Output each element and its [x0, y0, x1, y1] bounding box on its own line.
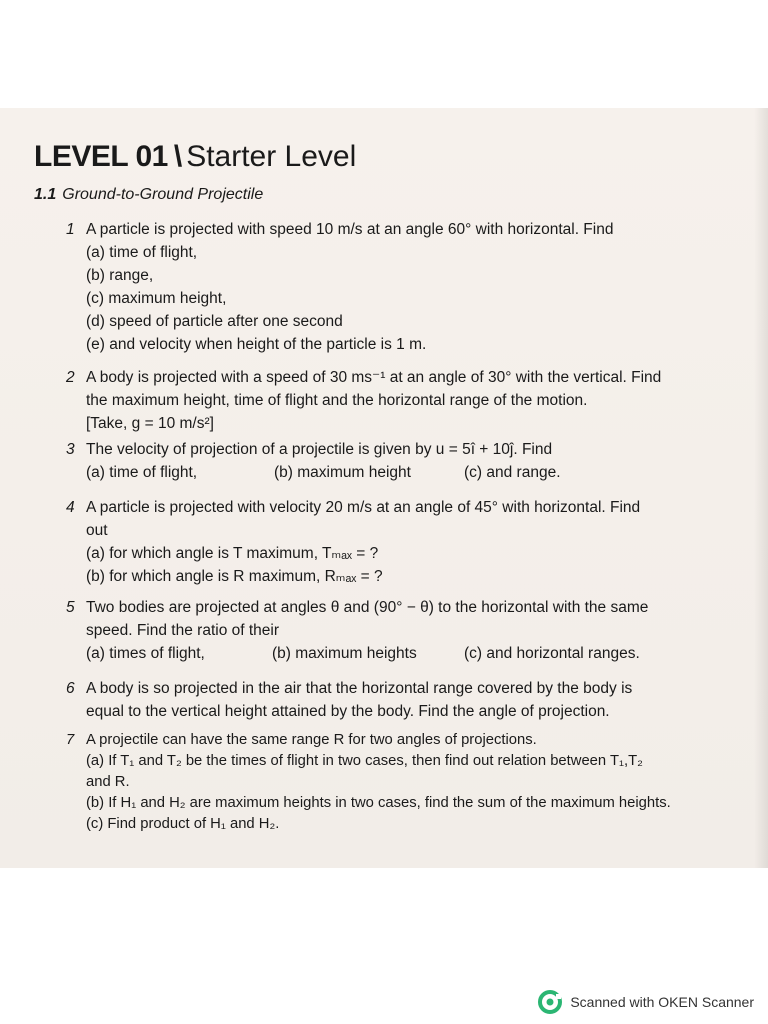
- question-3: [66, 438, 561, 484]
- section-title: Ground-to-Ground Projectile: [62, 186, 264, 203]
- question-number: 4: [66, 499, 75, 516]
- question-1: [66, 218, 614, 356]
- question-options: [86, 461, 561, 484]
- question-option: (a) time of flight,: [86, 464, 198, 481]
- question-text: speed. Find the ratio of their: [86, 622, 280, 639]
- question-text: A particle is projected with speed 10 m/s at an angle 60° with horizontal. Find: [86, 221, 614, 238]
- question-number: 1: [66, 221, 75, 238]
- level-separator: \: [173, 140, 183, 173]
- question-6: [66, 677, 633, 723]
- question-option: (a) times of flight,: [86, 645, 205, 662]
- question-text: the maximum height, time of flight and the horizontal range of the motion.: [86, 392, 588, 409]
- scanner-label: Scanned with OKEN Scanner: [570, 994, 754, 1010]
- section-number: 1.1: [34, 186, 57, 203]
- question-text: out: [86, 522, 108, 539]
- question-part: and R.: [86, 774, 130, 790]
- question-7: [66, 730, 671, 835]
- question-text: The velocity of projection of a projectile is given by u = 5î + 10ĵ. Find: [86, 441, 553, 458]
- question-option: (b) maximum heights: [272, 645, 417, 662]
- question-text: A body is so projected in the air that the horizontal range covered by the body is: [86, 680, 633, 697]
- question-text: [Take, g = 10 m/s²]: [86, 415, 214, 432]
- question-part: (a) for which angle is T maximum, Tₘₐₓ = ?: [86, 545, 379, 562]
- question-part: (c) Find product of H₁ and H₂.: [86, 816, 280, 832]
- level-name: Starter Level: [186, 140, 357, 173]
- question-option: (c) and horizontal ranges.: [464, 645, 640, 662]
- question-part: (b) range,: [86, 267, 154, 284]
- question-part: (a) If T₁ and T₂ be the times of flight in two cases, then find out relation between T₁,T₂: [86, 753, 643, 769]
- level-heading: [34, 140, 356, 174]
- question-part: (a) time of flight,: [86, 244, 198, 261]
- question-2: [66, 366, 662, 435]
- question-number: 3: [66, 441, 75, 458]
- question-number: 7: [66, 732, 75, 748]
- oken-scanner-logo-icon: [538, 990, 562, 1014]
- question-options: [86, 642, 648, 665]
- scanner-watermark: [538, 990, 754, 1014]
- question-text: equal to the vertical height attained by the body. Find the angle of projection.: [86, 703, 610, 720]
- question-part: (e) and velocity when height of the particle is 1 m.: [86, 336, 427, 353]
- question-number: 6: [66, 680, 75, 697]
- question-number: 2: [66, 369, 75, 386]
- question-4: [66, 496, 641, 588]
- question-text: Two bodies are projected at angles θ and (90° − θ) to the horizontal with the same: [86, 599, 649, 616]
- question-text: A particle is projected with velocity 20 m/s at an angle of 45° with horizontal. Find: [86, 499, 641, 516]
- level-label: LEVEL 01: [34, 140, 168, 173]
- question-part: (c) maximum height,: [86, 290, 227, 307]
- question-text: A projectile can have the same range R for two angles of projections.: [86, 732, 537, 748]
- question-part: (b) If H₁ and H₂ are maximum heights in two cases, find the sum of the maximum heights.: [86, 795, 671, 811]
- question-text: A body is projected with a speed of 30 ms⁻¹ at an angle of 30° with the vertical. Find: [86, 369, 662, 386]
- question-option: (c) and range.: [464, 464, 561, 481]
- question-part: (b) for which angle is R maximum, Rₘₐₓ = ?: [86, 568, 383, 585]
- question-option: (b) maximum height: [274, 464, 411, 481]
- question-5: [66, 596, 649, 665]
- section-heading: [34, 186, 263, 204]
- question-part: (d) speed of particle after one second: [86, 313, 343, 330]
- question-number: 5: [66, 599, 75, 616]
